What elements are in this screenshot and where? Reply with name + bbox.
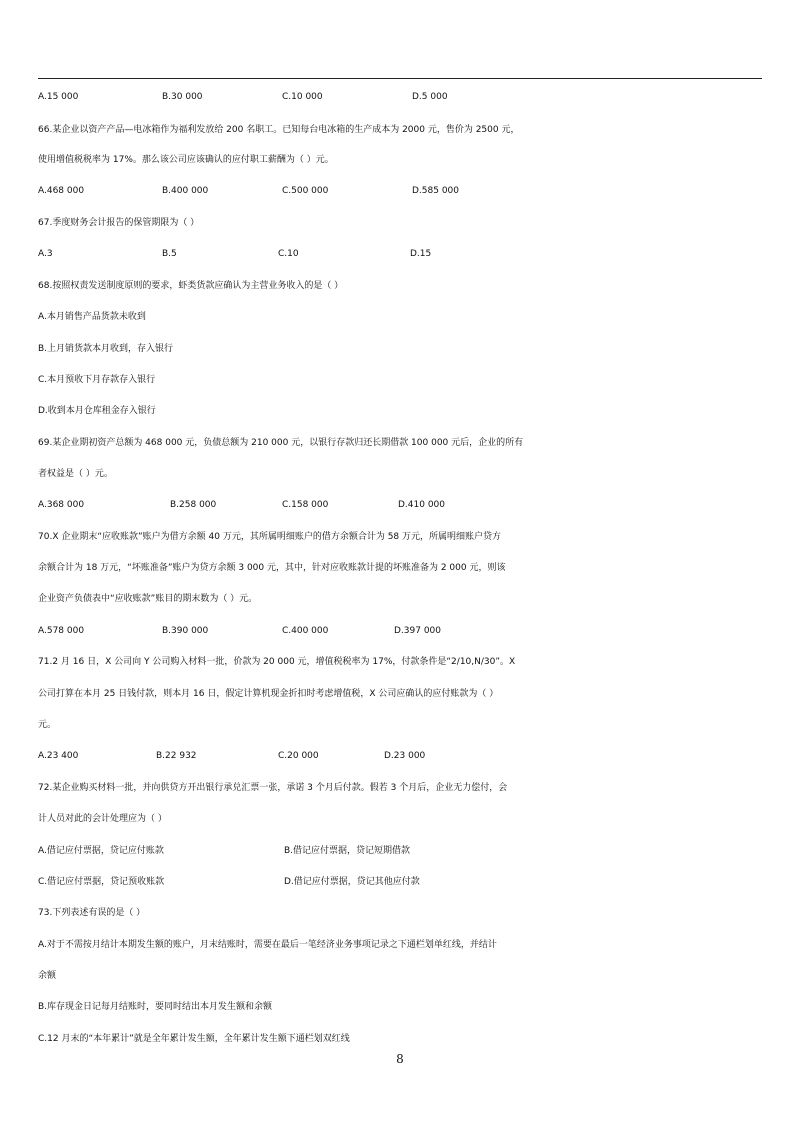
option-b: B.400 000 [162,186,209,196]
option-d: D.5 000 [412,92,448,102]
option-c: C.400 000 [282,626,329,636]
question-71-text: 71.2 月 16 日，X 公司向 Y 公司购入材料一批，价款为 20 000 元，增值税税率为 17%，付款条件是“2/10,N/30”。X [38,657,516,667]
question-68-option-b: B.上月销货款本月收到，存入银行 [38,344,174,354]
question-73-option-a-cont: 余额 [38,971,57,981]
question-68-option-c: C.本月预收下月存款存入银行 [38,375,156,385]
option-c: C.158 000 [282,500,329,510]
question-70-text: 70.X 企业期末“应收账款”账户为借方余额 40 万元，其所属明细账户的借方余额合计为 58 万元，所属明细账户贷方 [38,532,502,542]
question-71-text-cont: 公司打算在本月 25 日钱付款，则本月 16 日，假定计算机现金折扣时考虑增值税，X 公司应确认的应付账款为（ ） [38,689,499,699]
question-68-text: 68.按照权责发送制度原则的要求，虾类货款应确认为主营业务收入的是（ ） [38,281,344,291]
question-73-text: 73.下列表述有误的是（ ） [38,908,146,918]
question-73-option-b: B.库存现金日记每月结账时，要同时结出本月发生额和余额 [38,1002,273,1012]
option-b: B.390 000 [162,626,209,636]
option-a: A.15 000 [38,92,79,102]
option-d: D.15 [410,249,432,259]
question-71-text-cont2: 元。 [38,720,57,730]
question-73-option-a: A.对于不需按月结计本期发生额的账户，月末结账时，需要在最后一笔经济业务事项记录之下通栏划单红线，并结计 [38,940,497,950]
option-d: D.23 000 [384,751,426,761]
option-b: B.5 [162,249,177,259]
option-b: B.22 932 [156,751,197,761]
question-67-text: 67.季度财务会计报告的保管期限为（ ） [38,218,200,228]
option-c: C.500 000 [282,186,329,196]
question-70-text-cont: 余额合计为 18 万元，“坏账准备”账户为贷方余额 3 000 元，其中，针对应收账款计提的坏账准备为 2 000 元，则该 [38,563,506,573]
question-70-text-cont2: 企业资产负债表中“应收账款”账目的期末数为（ ）元。 [38,594,258,604]
question-68-option-d: D.收到本月仓库租金存入银行 [38,406,156,416]
option-c: C.借记应付票据，贷记预收账款 [38,877,165,887]
option-c: C.10 [278,249,299,259]
option-c: C.20 000 [278,751,319,761]
question-69-text-cont: 者权益是（ ）元。 [38,469,113,479]
option-a: A.578 000 [38,626,85,636]
header-rule [38,78,762,79]
question-69-text: 69.某企业期初资产总额为 468 000 元，负债总额为 210 000 元，以银行存款归还长期借款 100 000 元后，企业的所有 [38,438,524,448]
question-68-option-a: A.本月销售产品货款未收到 [38,312,146,322]
option-a: A.23 400 [38,751,79,761]
question-66-text: 66.某企业以资产产品—电冰箱作为福利发放给 200 名职工。已知每台电冰箱的生产成本为 2000 元，售价为 2500 元， [38,125,520,135]
question-72-text-cont: 计人员对此的会计处理应为（ ） [38,814,167,824]
option-a: A.468 000 [38,186,85,196]
option-b: B.258 000 [170,500,217,510]
question-73-option-c: C.12 月末的“本年累计”就是全年累计发生额，全年累计发生额下通栏划双红线 [38,1034,350,1044]
option-a: A.368 000 [38,500,85,510]
question-72-text: 72.某企业购买材料一批，并向供贷方开出银行承兑汇票一张，承诺 3 个月后付款。假若 3 个月后，企业无力偿付，会 [38,783,508,793]
option-b: B.借记应付票据，贷记短期借款 [284,846,411,856]
option-c: C.10 000 [282,92,323,102]
option-a: A.3 [38,249,53,259]
option-d: D.借记应付票据，贷记其他应付款 [284,877,420,887]
option-b: B.30 000 [162,92,203,102]
option-a: A.借记应付票据，贷记应付账款 [38,846,164,856]
question-66-text-cont: 使用增值税税率为 17%。那么该公司应该确认的应付职工薪酬为（ ）元。 [38,155,334,165]
option-d: D.397 000 [394,626,442,636]
option-d: D.410 000 [398,500,446,510]
page-number: 8 [396,1052,404,1066]
option-d: D.585 000 [412,186,460,196]
